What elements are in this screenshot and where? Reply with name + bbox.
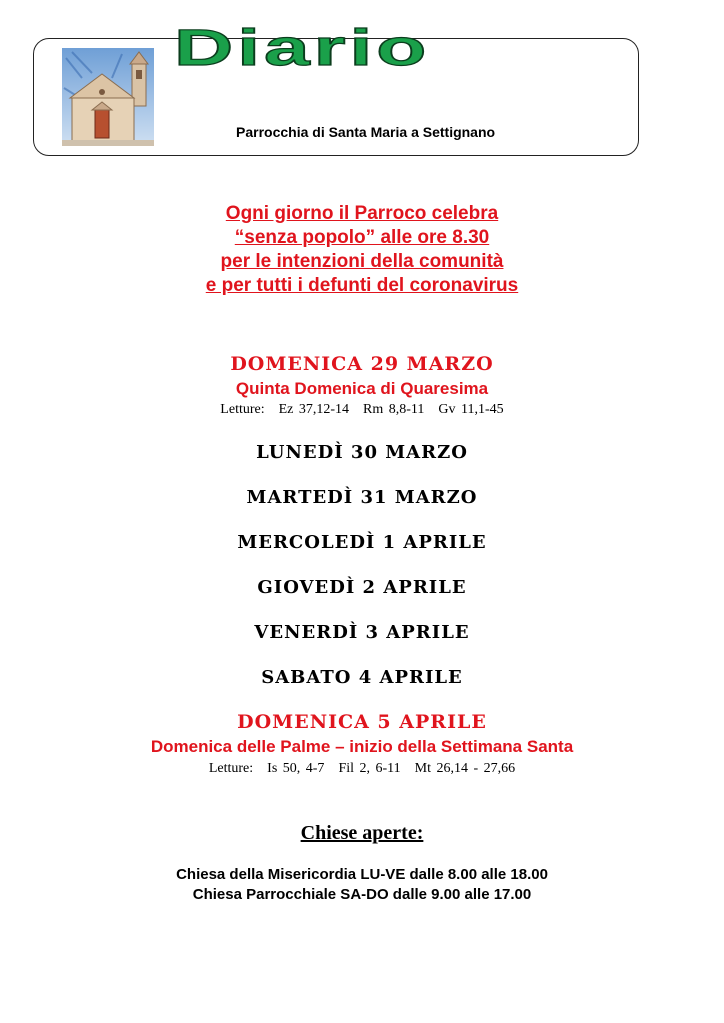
reading-1: Ez 37,12-14 bbox=[278, 402, 350, 417]
diario-title: Diario bbox=[174, 19, 431, 77]
notice-line-4: e per tutti i defunti del coronavirus bbox=[205, 275, 519, 296]
open-churches-heading: Chiese aperte: bbox=[300, 822, 424, 844]
daily-mass-notice bbox=[0, 202, 724, 298]
reading-3: Gv 11,1-45 bbox=[438, 402, 504, 417]
notice-line-2: “senza popolo” alle ore 8.30 bbox=[234, 227, 490, 248]
readings-label: Letture: bbox=[208, 761, 254, 776]
day-saturday-4-april: SABATO 4 APRILE bbox=[261, 667, 463, 688]
readings-label: Letture: bbox=[220, 402, 265, 417]
parish-name: Parrocchia di Santa Maria a Settignano bbox=[236, 124, 496, 140]
reading-1: Is 50, 4-7 bbox=[267, 761, 325, 776]
header-box bbox=[33, 19, 639, 156]
sunday-29-march-heading: DOMENICA 29 MARZO bbox=[230, 353, 494, 375]
reading-2: Fil 2, 6-11 bbox=[338, 761, 401, 776]
day-friday-3-april: VENERDÌ 3 APRILE bbox=[254, 622, 470, 643]
notice-line-1: Ogni giorno il Parroco celebra bbox=[225, 203, 499, 224]
reading-3: Mt 26,14 - 27,66 bbox=[414, 761, 516, 776]
sunday-5-april-heading: DOMENICA 5 APRILE bbox=[237, 711, 487, 733]
sunday-29-march-readings bbox=[0, 402, 724, 418]
church-logo-image bbox=[62, 48, 154, 146]
sunday-5-april-name: Domenica delle Palme – inizio della Settimana Santa bbox=[150, 737, 574, 756]
day-wednesday-1-april: MERCOLEDÌ 1 APRILE bbox=[237, 532, 487, 553]
sunday-5-april-readings bbox=[0, 761, 724, 777]
day-thursday-2-april: GIOVEDÌ 2 APRILE bbox=[257, 577, 467, 598]
church-misericordia-hours: Chiesa della Misericordia LU-VE dalle 8.00 alle 18.00 bbox=[176, 866, 548, 883]
reading-2: Rm 8,8-11 bbox=[363, 402, 425, 417]
day-monday-30-march: LUNEDÌ 30 MARZO bbox=[256, 442, 468, 463]
day-tuesday-31-march: MARTEDÌ 31 MARZO bbox=[246, 487, 478, 508]
church-parrocchiale-hours: Chiesa Parrocchiale SA-DO dalle 9.00 alle 17.00 bbox=[192, 886, 532, 903]
notice-line-3: per le intenzioni della comunità bbox=[220, 251, 504, 272]
sunday-29-march-name: Quinta Domenica di Quaresima bbox=[235, 379, 489, 398]
